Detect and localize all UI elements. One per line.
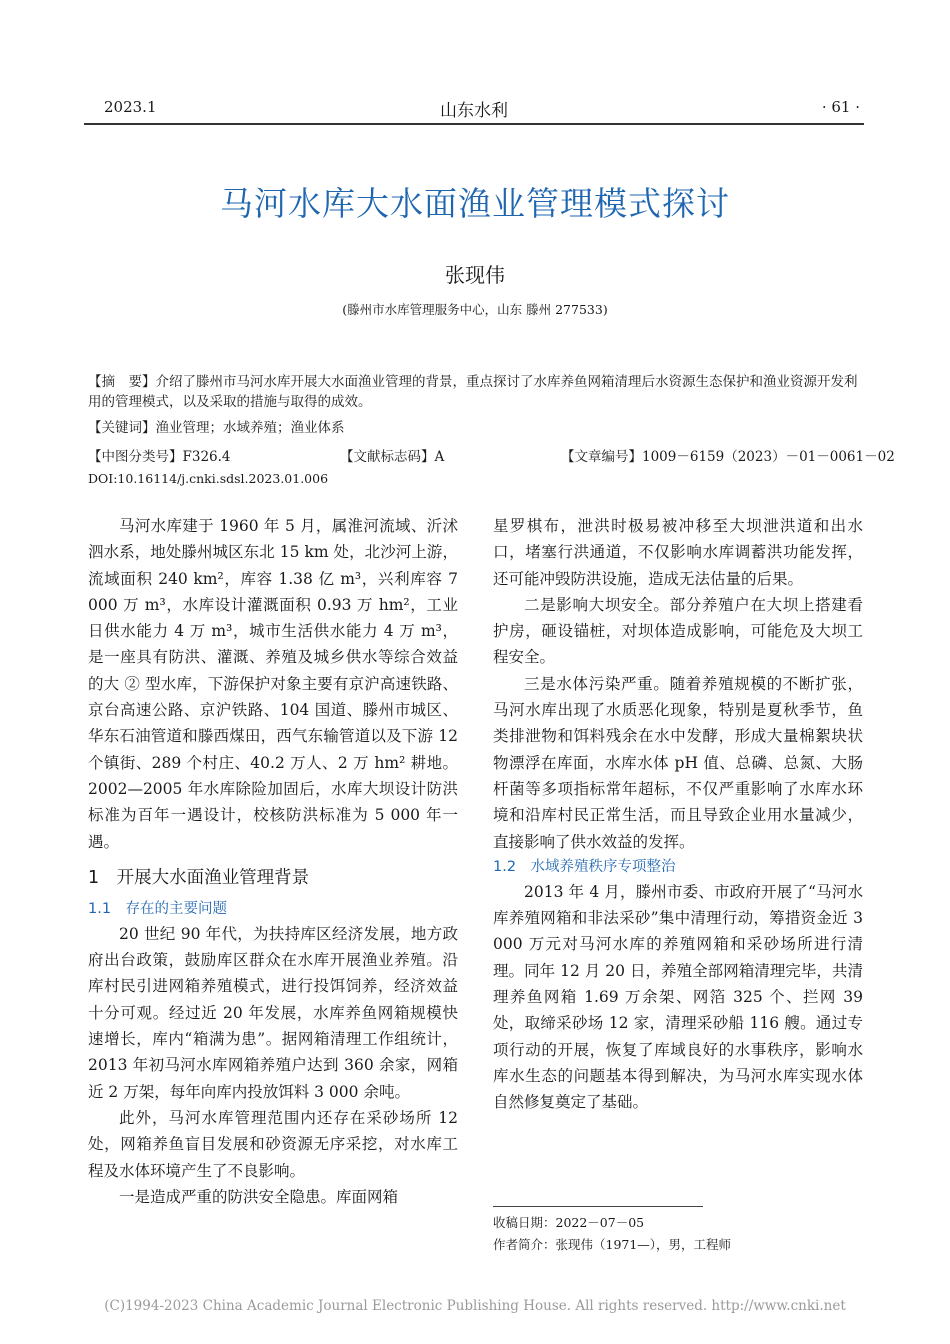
received-date: 收稿日期：2022－07－05 [493, 1215, 645, 1230]
issue-date: 2023.1 [104, 98, 157, 116]
paragraph: 二是影响大坝安全。部分养殖户在大坝上搭建看护房，砸设锚桩，对坝体造成影响，可能危及大坝工程安全。 [493, 595, 863, 667]
author-bio: 作者简介：张现伟（1971—），男，工程师 [493, 1237, 732, 1252]
article-title: 马河水库大水面渔业管理模式探讨 [220, 184, 730, 223]
author-affiliation: (滕州市水库管理服务中心，山东 滕州 277533) [342, 302, 608, 317]
journal-name: 山东水利 [440, 101, 508, 121]
paragraph: 三是水体污染严重。随着养殖规模的不断扩张，马河水库出现了水质恶化现象，特别是夏秋季节，鱼类排泄物和饵料残余在水中发酵，形成大量棉絮块状物漂浮在库面，水库水体 pH 值、总磷、总氮、大肠杆菌等多项指标常年超标，不仅严重影响了水库水环境和沿库村民正常生活，而且导致企业用水量减少，直接影响了供水效益的发挥。 [493, 674, 863, 851]
paragraph: 一是造成严重的防洪安全隐患。库面网箱 [119, 1187, 399, 1206]
header-rule [84, 123, 864, 125]
article-number: 【文章编号】1009－6159（2023）－01－0061－02 [561, 449, 895, 465]
page-number: · 61 · [821, 98, 860, 116]
classification-line [88, 445, 895, 465]
author-name: 张现伟 [445, 263, 505, 287]
paragraph: 此外，马河水库管理范围内还存在采砂场所 12 处，网箱养鱼盲目发展和砂资源无序采挖，对水库工程及水体环境产生了不良影响。 [88, 1108, 458, 1180]
section-heading-1: 1 开展大水面渔业管理背景 [88, 867, 310, 888]
subsection-heading-1-2: 1.2 水域养殖秩序专项整治 [493, 858, 676, 875]
keywords: 【关键词】渔业管理；水域养殖；渔业体系 [88, 420, 345, 436]
paragraph: 20 世纪 90 年代，为扶持库区经济发展，地方政府出台政策，鼓励库区群众在水库开展渔业养殖。沿库村民引进网箱养殖模式，进行投饵饲养，经济效益十分可观。经过近 20 年发展，水库养鱼网箱规模快速增长，库内“箱满为患”。据网箱清理工作组统计，2013 年初马河水库网箱养殖户达到 360 余家，网箱近 2 万架，每年向库内投放饵料 3 000 余吨。 [88, 924, 458, 1101]
left-column [88, 513, 458, 1210]
clc-number: 【中图分类号】F326.4 [88, 449, 231, 465]
copyright-notice: (C)1994-2023 China Academic Journal Electronic Publishing House. All rights reserved. http://www.cnki.net [104, 1298, 846, 1314]
intro-paragraph: 马河水库建于 1960 年 5 月，属淮河流域、沂沭泗水系，地处滕州城区东北 15 km 处，北沙河上游，流域面积 240 km²，库容 1.38 亿 m³，兴利库容 7 000 万 m³，水库设计灌溉面积 0.93 万 hm²，工业日供水能力 4 万 m³，城市生活供水能力 4 万 m³，是一座具有防洪、灌溉、养殖及城乡供水等综合效益的大 ② 型水库，下游保护对象主要有京沪高速铁路、京台高速公路、京沪铁路、104 国道、滕州市城区、华东石油管道和滕西煤田，西气东输管道以及下游 12 个镇街、289 个村庄、40.2 万人、2 万 hm² 耕地。2002—2005 年水库除险加固后，水库大坝设计防洪标准为百年一遇设计，校核防洪标准为 5 000 年一遇。 [88, 517, 458, 851]
paragraph: 2013 年 4 月，滕州市委、市政府开展了“马河水库养殖网箱和非法采砂”集中清理行动，筹措资金近 3 000 万元对马河水库的养殖网箱和采砂场所进行清理。同年 12 月 20 日，养殖全部网箱清理完毕，共清理养鱼网箱 1.69 万余架、网箔 325 个、拦网 39 处，取缔采砂场 12 家，清理采砂船 116 艘。通过专项行动的开展，恢复了库域良好的水事秩序，影响水库水生态的问题基本得到解决，为马河水库实现水体自然修复奠定了基础。 [493, 882, 863, 1112]
running-header [84, 96, 864, 120]
footnote-rule [493, 1206, 703, 1207]
paragraph-continued: 星罗棋布，泄洪时极易被冲移至大坝泄洪道和出水口，堵塞行洪通道，不仅影响水库调蓄洪功能发挥，还可能冲毁防洪设施，造成无法估量的后果。 [493, 517, 863, 588]
right-column [493, 513, 863, 1116]
subsection-heading-1-1: 1.1 存在的主要问题 [88, 900, 228, 917]
document-code: 【文献标志码】A [340, 449, 445, 465]
doi: DOI:10.16114/j.cnki.sdsl.2023.01.006 [88, 471, 329, 486]
abstract: 【摘 要】介绍了滕州市马河水库开展大水面渔业管理的背景，重点探讨了水库养鱼网箱清理后水资源生态保护和渔业资源开发利用的管理模式，以及采取的措施与取得的成效。 [88, 374, 858, 410]
